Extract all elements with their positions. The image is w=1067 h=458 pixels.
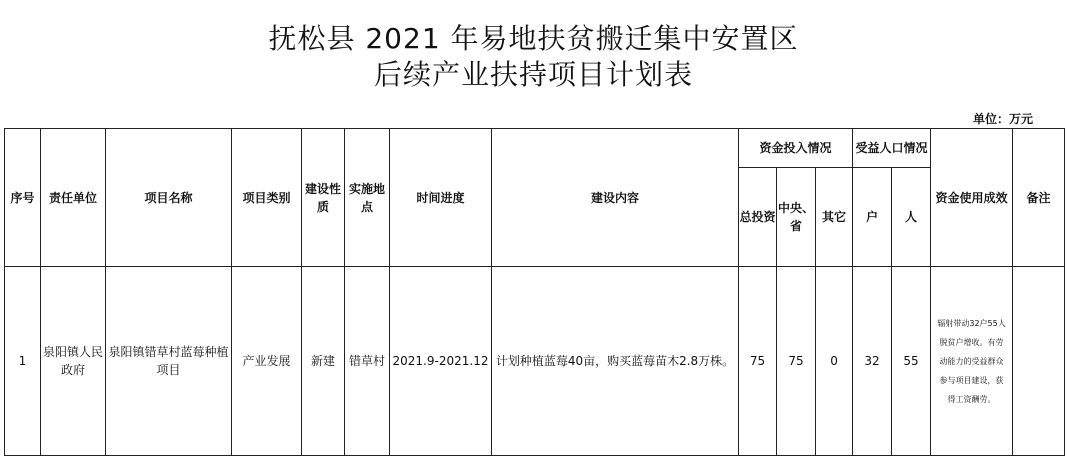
project-plan-table — [4, 128, 1065, 456]
header-seq: 序号 — [5, 129, 41, 267]
unit-label: 单位：万元 — [972, 112, 1033, 126]
header-owner: 责任单位 — [41, 129, 106, 267]
cell-remark — [1013, 267, 1065, 456]
header-location: 实施地点 — [345, 129, 390, 267]
cell-category: 产业发展 — [232, 267, 302, 456]
cell-fund-other: 0 — [816, 267, 853, 456]
header-effect: 资金使用成效 — [931, 129, 1013, 267]
header-fund-central: 中央、省 — [777, 168, 816, 267]
header-nature: 建设性质 — [302, 129, 345, 267]
cell-nature: 新建 — [302, 267, 345, 456]
cell-name: 泉阳镇错草村蓝莓种植项目 — [106, 267, 232, 456]
cell-households: 32 — [853, 267, 892, 456]
cell-content: 计划种植蓝莓40亩，购买蓝莓苗木2.8万株。 — [492, 267, 739, 456]
header-content: 建设内容 — [492, 129, 739, 267]
cell-fund-total: 75 — [739, 267, 777, 456]
header-funding: 资金投入情况 — [739, 129, 853, 168]
cell-people: 55 — [892, 267, 931, 456]
document-title-line-1: 抚松县 2021 年易地扶贫搬迁集中安置区 — [268, 22, 799, 55]
header-households: 户 — [853, 168, 892, 267]
cell-fund-central: 75 — [777, 267, 816, 456]
cell-effect: 辐射带动32户55人脱贫户增收。有劳动能力的受益群众参与项目建设，获得工资酬劳。 — [931, 267, 1013, 456]
cell-schedule: 2021.9-2021.12 — [390, 267, 492, 456]
cell-location: 错草村 — [345, 267, 390, 456]
header-beneficiary: 受益人口情况 — [853, 129, 931, 168]
header-people: 人 — [892, 168, 931, 267]
header-fund-total: 总投资 — [739, 168, 777, 267]
cell-owner: 泉阳镇人民政府 — [41, 267, 106, 456]
document-title-line-2: 后续产业扶持项目计划表 — [373, 58, 693, 91]
header-schedule: 时间进度 — [390, 129, 492, 267]
header-name: 项目名称 — [106, 129, 232, 267]
table-row — [5, 267, 1065, 456]
header-remark: 备注 — [1013, 129, 1065, 267]
cell-seq: 1 — [5, 267, 41, 456]
header-fund-other: 其它 — [816, 168, 853, 267]
header-category: 项目类别 — [232, 129, 302, 267]
